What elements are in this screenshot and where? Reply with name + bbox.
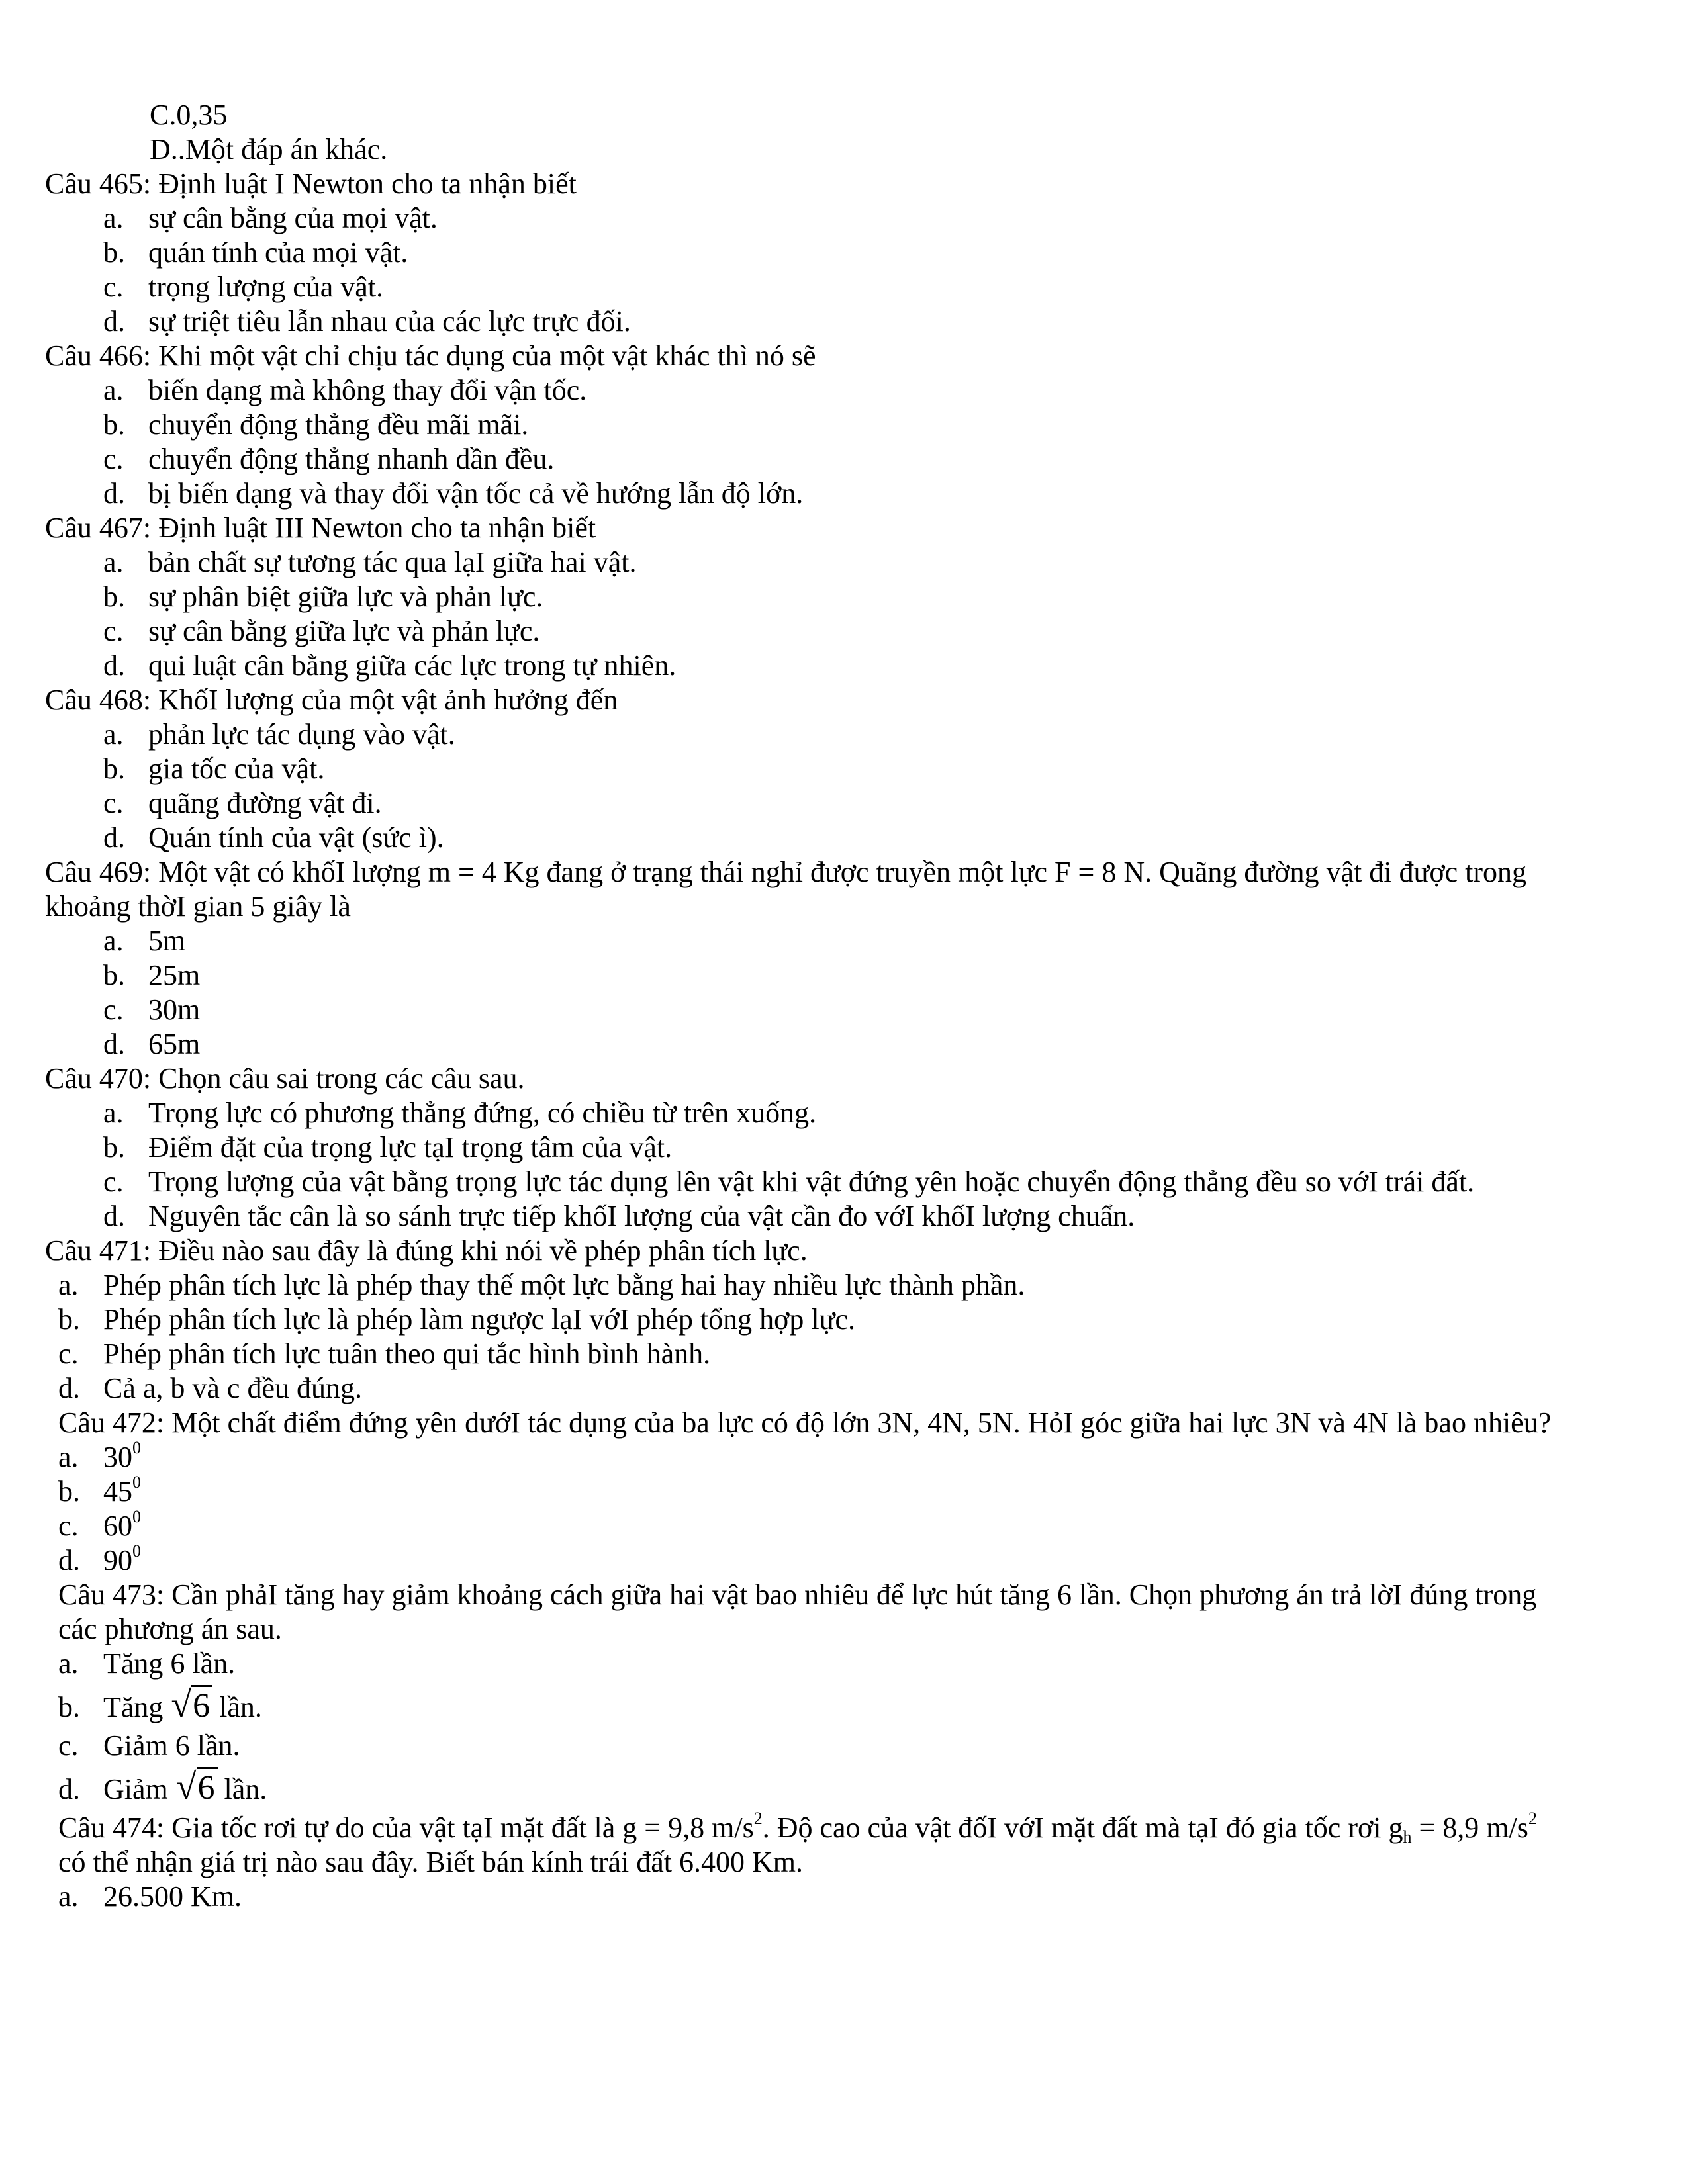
square-root-6: √6 [173, 1763, 218, 1812]
question-469-option-b: b. 25m [103, 959, 201, 991]
question-473-option-b: b. Tăng √6 lần. [58, 1681, 1589, 1729]
question-465-stem: Câu 465: Định luật I Newton cho ta nhận biết [45, 167, 577, 200]
question-472-option-b: b. $45^0$ [58, 1473, 141, 1508]
question-472-stem: Câu 472: Một chất điểm đứng yên dướI tác dụng của ba lực có độ lớn 3N, 4N, 5N. HỏI góc giữa hai lực 3N và 4N là bao nhiêu? [58, 1406, 1552, 1439]
question-466-stem: Câu 466: Khi một vật chỉ chịu tác dụng của một vật khác thì nó sẽ [45, 340, 816, 372]
question-471-option-d: d. Cả a, b và c đều đúng. [58, 1372, 362, 1404]
question-468-option-c: c. quãng đường vật đi. [103, 787, 382, 819]
question-467-option-b: b. sự phân biệt giữa lực và phản lực. [103, 580, 543, 613]
square-root-6: √6 [168, 1681, 212, 1730]
question-469-option-a: a. 5m [103, 925, 186, 957]
question-465-option-a: a. sự cân bằng của mọi vật. [103, 202, 438, 234]
question-468-stem: Câu 468: KhốI lượng của một vật ảnh hưởng đến [45, 684, 618, 716]
question-467-option-a: a. bản chất sự tương tác qua lạI giữa hai vật. [103, 546, 637, 578]
question-466-option-a: a. biến dạng mà không thay đổi vận tốc. [103, 374, 587, 406]
question-471-option-b: b. Phép phân tích lực là phép làm ngược lạI vớI phép tổng hợp lực. [58, 1303, 855, 1336]
question-466-option-b: b. chuyển động thẳng đều mãi mãi. [103, 408, 529, 441]
question-467-option-c: c. sự cân bằng giữa lực và phản lực. [103, 615, 540, 647]
question-470-stem: Câu 470: Chọn câu sai trong các câu sau. [45, 1062, 525, 1095]
question-465-option-c: c. trọng lượng của vật. [103, 271, 384, 303]
question-466-option-c: c. chuyển động thẳng nhanh dần đều. [103, 443, 555, 475]
question-474-stem: Câu 474: Gia tốc rơi tự do của vật tạI mặt đất là g = 9,8 $m/s^2$. Độ cao của vật đốI vớI mặt đất mà tạI đó gia tốc rơi $g_h = 8,9$ $m/s^2$ [58, 1809, 1537, 1846]
question-474-stem-line2: có thể nhận giá trị nào sau đây. Biết bán kính trái đất 6.400 Km. [58, 1846, 803, 1878]
question-471-option-a: a. Phép phân tích lực là phép thay thế một lực bằng hai hay nhiều lực thành phần. [58, 1269, 1025, 1301]
question-472-option-a: a. $30^0$ [58, 1438, 141, 1473]
question-467-option-d: d. qui luật cân bằng giữa các lực trong tự nhiên. [103, 649, 677, 682]
question-473-option-a: a. Tăng 6 lần. [58, 1647, 236, 1680]
question-468-option-d: d. Quán tính của vật (sức ì). [103, 821, 444, 854]
question-465-option-b: b. quán tính của mọi vật. [103, 236, 408, 269]
question-471-option-c: c. Phép phân tích lực tuân theo qui tắc hình bình hành. [58, 1338, 711, 1370]
question-473-option-d: d. Giảm √6 lần. [58, 1763, 1589, 1811]
option-c-prev: C.0,35 [150, 99, 228, 131]
question-466-option-d: d. bị biến dạng và thay đổi vận tốc cả về hướng lẫn độ lớn. [103, 477, 804, 510]
question-470-option-c: c. Trọng lượng của vật bằng trọng lực tác dụng lên vật khi vật đứng yên hoặc chuyển động thẳng đều so vớI trái đất. [103, 1165, 1475, 1198]
question-467-stem: Câu 467: Định luật III Newton cho ta nhận biết [45, 512, 596, 544]
question-469-option-d: d. 65m [103, 1028, 201, 1060]
question-472-option-d: d. $90^0$ [58, 1541, 141, 1576]
question-468-option-b: b. gia tốc của vật. [103, 752, 325, 785]
question-469-stem: Câu 469: Một vật có khốI lượng m = 4 Kg đang ở trạng thái nghỉ được truyền một lực F = 8 N. Quãng đường vật đi được trong khoảng thờI gian 5 giây là [45, 856, 1527, 923]
question-474-option-a: a. 26.500 Km. [58, 1880, 242, 1913]
option-d-prev: D..Một đáp án khác. [150, 133, 388, 165]
question-465-option-d: d. sự triệt tiêu lẫn nhau của các lực trực đối. [103, 305, 631, 338]
question-470-option-d: d. Nguyên tắc cân là so sánh trực tiếp khốI lượng của vật cần đo vớI khốI lượng chuẩn. [103, 1200, 1135, 1232]
question-469-option-c: c. 30m [103, 993, 201, 1026]
question-473-option-c: c. Giảm 6 lần. [58, 1729, 240, 1762]
question-470-option-b: b. Điểm đặt của trọng lực tạI trọng tâm của vật. [103, 1131, 673, 1163]
question-470-option-a: a. Trọng lực có phương thẳng đứng, có chiều từ trên xuống. [103, 1097, 817, 1129]
question-471-stem: Câu 471: Điều nào sau đây là đúng khi nói về phép phân tích lực. [45, 1234, 808, 1267]
question-473-stem: Câu 473: Cần phảI tăng hay giảm khoảng cách giữa hai vật bao nhiêu để lực hút tăng 6 lần. Chọn phương án trả lờI đúng trong các phương án sau. [58, 1578, 1537, 1645]
question-472-option-c: c. $60^0$ [58, 1507, 141, 1542]
question-468-option-a: a. phản lực tác dụng vào vật. [103, 718, 455, 751]
